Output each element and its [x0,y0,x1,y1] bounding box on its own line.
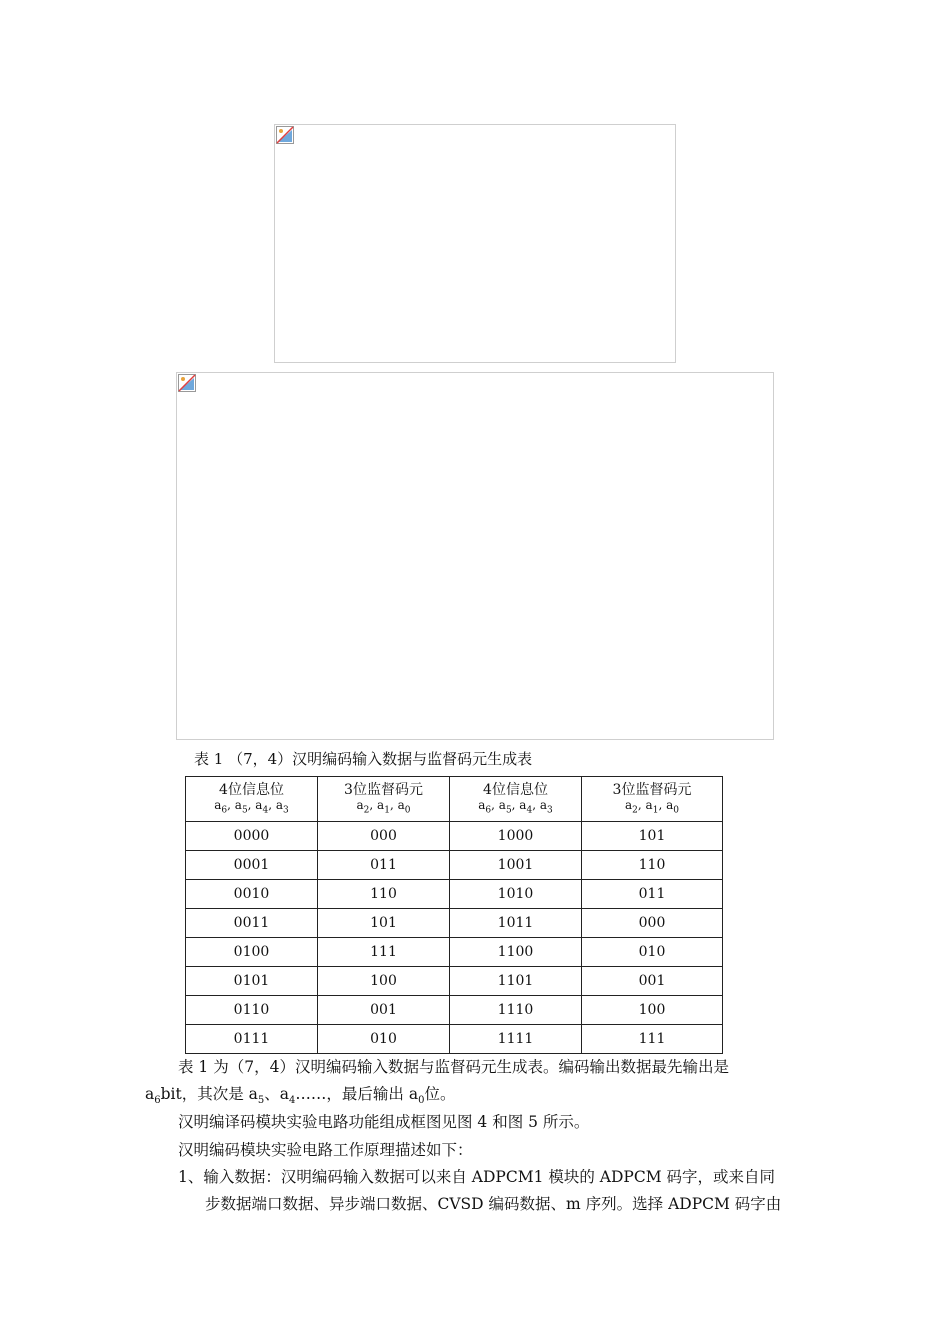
table-row [186,967,723,996]
table-cell: 0100 [186,938,318,967]
table-row [186,851,723,880]
table-cell: 010 [318,1025,450,1054]
header-sub: $a_6$, $a_5$, $a_4$, $a_3$ [214,798,289,816]
table-cell: 0010 [186,880,318,909]
table-header-row [186,777,723,822]
table-row [186,1025,723,1054]
paragraph-3: 汉明编码模块实验电路工作原理描述如下： [178,1141,473,1159]
table-cell: 101 [582,822,723,851]
table-cell: 100 [318,967,450,996]
table-cell: 011 [318,851,450,880]
table-row [186,938,723,967]
table-cell: 0001 [186,851,318,880]
table-cell: 0000 [186,822,318,851]
table-row [186,822,723,851]
header-sub: $a_2$, $a_1$, $a_0$ [356,798,411,816]
table-cell: 001 [318,996,450,1025]
table-cell: 111 [318,938,450,967]
hamming-table [185,776,723,1054]
table-cell: 1001 [450,851,582,880]
paragraph-2: 汉明编译码模块实验电路功能组成框图见图 4 和图 5 所示。 [178,1113,590,1131]
table-cell: 1110 [450,996,582,1025]
table-cell: 1101 [450,967,582,996]
header-sub: $a_6$, $a_5$, $a_4$, $a_3$ [478,798,553,816]
table-row [186,880,723,909]
figure-image-2 [176,372,774,740]
header-title: 4位信息位 [483,781,548,798]
broken-image-icon [178,374,196,392]
figure-image-1 [274,124,676,363]
table-row [186,909,723,938]
table-caption: 表 1 （7，4）汉明编码输入数据与监督码元生成表 [194,750,533,768]
table-cell: 1010 [450,880,582,909]
table-cell: 100 [582,996,723,1025]
paragraph-4-line-1: 1、输入数据：汉明编码输入数据可以来自 ADPCM1 模块的 ADPCM 码字，或来自同 [178,1168,775,1186]
table-cell: 1000 [450,822,582,851]
header-cell [582,777,723,822]
table-cell: 110 [582,851,723,880]
broken-image-icon [276,126,294,144]
table-cell: 111 [582,1025,723,1054]
table-cell: 0110 [186,996,318,1025]
table-cell: 010 [582,938,723,967]
paragraph-1-line-2: $a_6bit$，其次是 $a_5$、$a_4\dots\dots$，最后输出 $a_0$位。 [145,1085,456,1107]
table-row [186,996,723,1025]
table-cell: 001 [582,967,723,996]
header-cell [318,777,450,822]
header-cell [450,777,582,822]
table-cell: 000 [318,822,450,851]
header-sub: $a_2$, $a_1$, $a_0$ [625,798,679,816]
table-cell: 000 [582,909,723,938]
table-cell: 011 [582,880,723,909]
table-cell: 1111 [450,1025,582,1054]
table-cell: 0101 [186,967,318,996]
table-cell: 0111 [186,1025,318,1054]
header-title: 3位监督码元 [344,781,423,798]
header-title: 4位信息位 [219,781,284,798]
header-cell [186,777,318,822]
paragraph-4-line-2: 步数据端口数据、异步端口数据、CVSD 编码数据、m 序列。选择 ADPCM 码字由 [205,1195,782,1213]
table-cell: 110 [318,880,450,909]
paragraph-1-line-1: 表 1 为（7，4）汉明编码输入数据与监督码元生成表。编码输出数据最先输出是 [178,1058,729,1076]
table-cell: 0011 [186,909,318,938]
header-title: 3位监督码元 [612,781,692,798]
table-cell: 101 [318,909,450,938]
table-cell: 1011 [450,909,582,938]
table-cell: 1100 [450,938,582,967]
